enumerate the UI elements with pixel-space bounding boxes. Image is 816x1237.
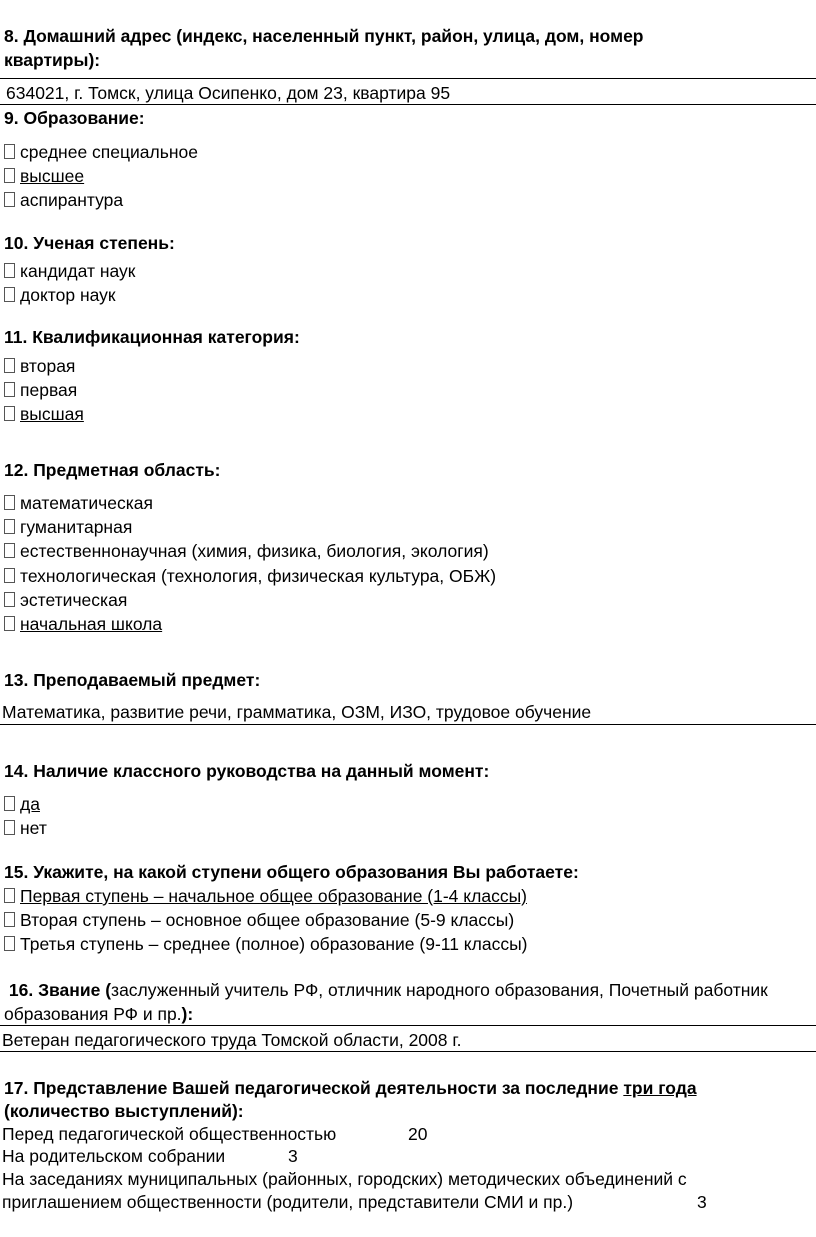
subject-area-option[interactable]: математическая (4, 493, 153, 514)
class-management-option[interactable]: да (4, 794, 40, 815)
activity-row-label: На заседаниях муниципальных (районных, городских) методических объединений с (2, 1169, 687, 1189)
checkbox-icon (4, 796, 15, 811)
activity-row-label-line2: приглашением общественности (родители, представители СМИ и пр.) (2, 1192, 574, 1212)
checkbox-icon (4, 519, 15, 534)
section-9-title: 9. Образование: (4, 108, 145, 128)
checkbox-icon (4, 495, 15, 510)
section-8-title: 8. Домашний адрес (индекс, населенный пункт, район, улица, дом, номер квартиры): (4, 26, 644, 70)
subject-area-option[interactable]: технологическая (технология, физическая культура, ОБЖ) (4, 566, 496, 587)
activity-row-value: 3 (697, 1192, 707, 1212)
checkbox-icon (4, 287, 15, 302)
class-management-option[interactable]: нет (4, 818, 47, 839)
section-12-title: 12. Предметная область: (4, 460, 221, 480)
address-value: 634021, г. Томск, улица Осипенко, дом 23, квартира 95 (6, 83, 451, 103)
checkbox-icon (4, 820, 15, 835)
checkbox-icon (4, 616, 15, 631)
checkbox-icon (4, 263, 15, 278)
checkbox-icon (4, 406, 15, 421)
category-option[interactable]: высшая (4, 404, 84, 425)
activity-row-label: На родительском собрании (2, 1146, 226, 1166)
education-option[interactable]: среднее специальное (4, 142, 198, 163)
degree-option[interactable]: кандидат наук (4, 261, 135, 282)
subject-area-option[interactable]: начальная школа (4, 614, 162, 635)
section-11-title: 11. Квалификационная категория: (4, 327, 300, 347)
section-13-title: 13. Преподаваемый предмет: (4, 670, 261, 690)
taught-subject-value: Математика, развитие речи, грамматика, ОЗМ, ИЗО, трудовое обучение (2, 702, 592, 722)
education-level-option[interactable]: Третья ступень – среднее (полное) образование (9-11 классы) (4, 934, 528, 955)
section-14-title: 14. Наличие классного руководства на данный момент: (4, 761, 490, 781)
category-option[interactable]: вторая (4, 356, 75, 377)
divider (0, 1025, 816, 1026)
divider (0, 1051, 816, 1052)
activity-row-value: 3 (288, 1146, 298, 1166)
title-value: Ветеран педагогического труда Томской области, 2008 г. (2, 1030, 462, 1050)
education-level-option[interactable]: Первая ступень – начальное общее образование (1-4 классы) (4, 886, 527, 907)
degree-option[interactable]: доктор наук (4, 285, 116, 306)
checkbox-icon (4, 192, 15, 207)
checkbox-icon (4, 936, 15, 951)
divider (0, 78, 816, 79)
subject-area-option[interactable]: эстетическая (4, 590, 127, 611)
section-10-title: 10. Ученая степень: (4, 233, 175, 253)
checkbox-icon (4, 382, 15, 397)
section-17-title: 17. Представление Вашей педагогической деятельности за последние три года (4, 1078, 697, 1098)
subject-area-option[interactable]: естественнонаучная (химия, физика, биология, экология) (4, 541, 489, 562)
checkbox-icon (4, 358, 15, 373)
checkbox-icon (4, 568, 15, 583)
activity-row-label: Перед педагогической общественностью (2, 1124, 337, 1144)
category-option[interactable]: первая (4, 380, 77, 401)
divider (0, 724, 816, 725)
subject-area-option[interactable]: гуманитарная (4, 517, 132, 538)
divider (0, 104, 816, 105)
education-option[interactable]: аспирантура (4, 190, 123, 211)
checkbox-icon (4, 888, 15, 903)
checkbox-icon (4, 543, 15, 558)
checkbox-icon (4, 168, 15, 183)
education-option[interactable]: высшее (4, 166, 84, 187)
checkbox-icon (4, 144, 15, 159)
checkbox-icon (4, 912, 15, 927)
section-16-title: 16. Звание (заслуженный учитель РФ, отличник народного образования, Почетный работник образования РФ и пр.): (4, 980, 768, 1024)
section-17-title-line2: (количество выступлений): (4, 1101, 244, 1121)
checkbox-icon (4, 592, 15, 607)
education-level-option[interactable]: Вторая ступень – основное общее образование (5-9 классы) (4, 910, 514, 931)
activity-row-value: 20 (408, 1124, 428, 1144)
section-15-title: 15. Укажите, на какой ступени общего образования Вы работаете: (4, 862, 579, 882)
